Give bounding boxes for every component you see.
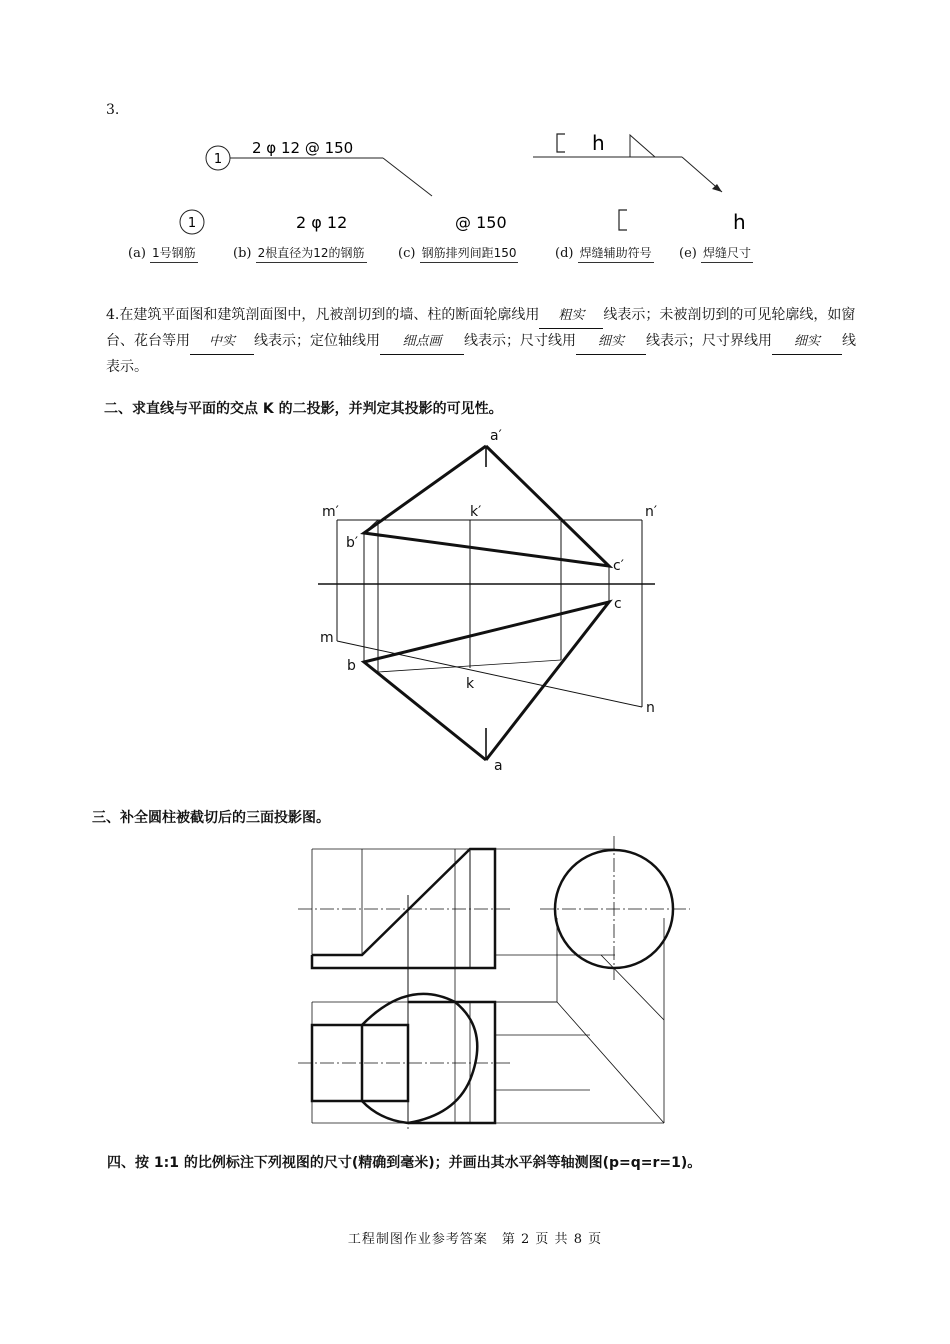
part-d-caption: 焊缝辅助符号 (578, 246, 654, 263)
part-d-symbol-shape (619, 210, 627, 230)
label-m: m (320, 630, 334, 646)
part-a-caption: 1号钢筋 (150, 246, 198, 263)
answer-blank-2: 中实 (190, 330, 254, 355)
part-b-letter: (b) (233, 246, 252, 261)
item4-text-6: 线表示。 (106, 333, 856, 375)
label-a-prime: a′ (490, 428, 502, 444)
part-c-letter: (c) (398, 246, 416, 261)
part-a-symbol: 1 (187, 216, 197, 231)
weld-size: h (592, 131, 605, 155)
label-a: a (494, 758, 503, 774)
label-k: k (466, 676, 475, 692)
item4-text-1: 4.在建筑平面图和建筑剖面图中，凡被剖切到的墙、柱的断面轮廓线用 (106, 307, 540, 323)
part-a-caption-row (128, 244, 198, 261)
item4-text-4: 线表示；尺寸线用 (464, 333, 576, 349)
line-plane-intersection-figure (318, 446, 658, 760)
part-symbols (180, 210, 746, 234)
part-b-caption: 2根直径为12的钢筋 (256, 246, 367, 263)
part-b-caption-row (233, 244, 367, 261)
part-b-symbol: 2 φ 12 (296, 213, 348, 232)
intersection-labels (320, 428, 657, 774)
part-c-symbol: @ 150 (455, 213, 507, 232)
label-k-prime: k′ (470, 504, 482, 520)
cylinder-three-views (298, 836, 690, 1130)
part-d-caption-row (555, 244, 654, 261)
item4-text-2: 线表示；未被剖切到的可见轮廓线，如窗台、花台等用 (106, 307, 856, 349)
answer-blank-5: 细实 (772, 330, 842, 355)
part-c-caption-row (398, 244, 518, 261)
part-a-letter: (a) (128, 246, 146, 261)
rebar-label: 2 φ 12 @ 150 (252, 139, 354, 157)
label-n-prime: n′ (645, 504, 658, 520)
part-e-symbol: h (733, 210, 746, 234)
weld-callout (533, 131, 722, 192)
part-e-caption-row (679, 244, 753, 261)
part-c-caption: 钢筋排列间距150 (420, 246, 519, 263)
rebar-marker: 1 (213, 152, 223, 167)
rebar-callout (206, 139, 432, 196)
section2-heading: 二、求直线与平面的交点 K 的二投影，并判定其投影的可见性。 (104, 401, 503, 417)
label-b-prime: b′ (346, 535, 359, 551)
answer-blank-3: 细点画 (380, 330, 464, 355)
item-number: 3. (106, 102, 120, 118)
section4-heading: 四、按 1:1 的比例标注下列视图的尺寸(精确到毫米)；并画出其水平斜等轴测图(p=q=r=1)。 (107, 1155, 702, 1171)
label-c-prime: c′ (613, 558, 624, 574)
label-c: c (614, 596, 622, 612)
part-e-letter: (e) (679, 246, 697, 261)
part-e-caption: 焊缝尺寸 (701, 246, 753, 263)
item4-paragraph (106, 303, 866, 379)
answer-blank-1: 粗实 (539, 304, 603, 329)
page-footer: 工程制图作业参考答案 第 2 页 共 8 页 (347, 1232, 603, 1247)
item4-text-3: 线表示；定位轴线用 (254, 333, 380, 349)
label-n: n (646, 700, 655, 716)
item4-text-5: 线表示；尺寸界线用 (646, 333, 772, 349)
label-b: b (347, 658, 356, 674)
section3-heading: 三、补全圆柱被截切后的三面投影图。 (92, 810, 330, 826)
answer-blank-4: 细实 (576, 330, 646, 355)
label-m-prime: m′ (322, 504, 339, 520)
part-d-letter: (d) (555, 246, 574, 261)
